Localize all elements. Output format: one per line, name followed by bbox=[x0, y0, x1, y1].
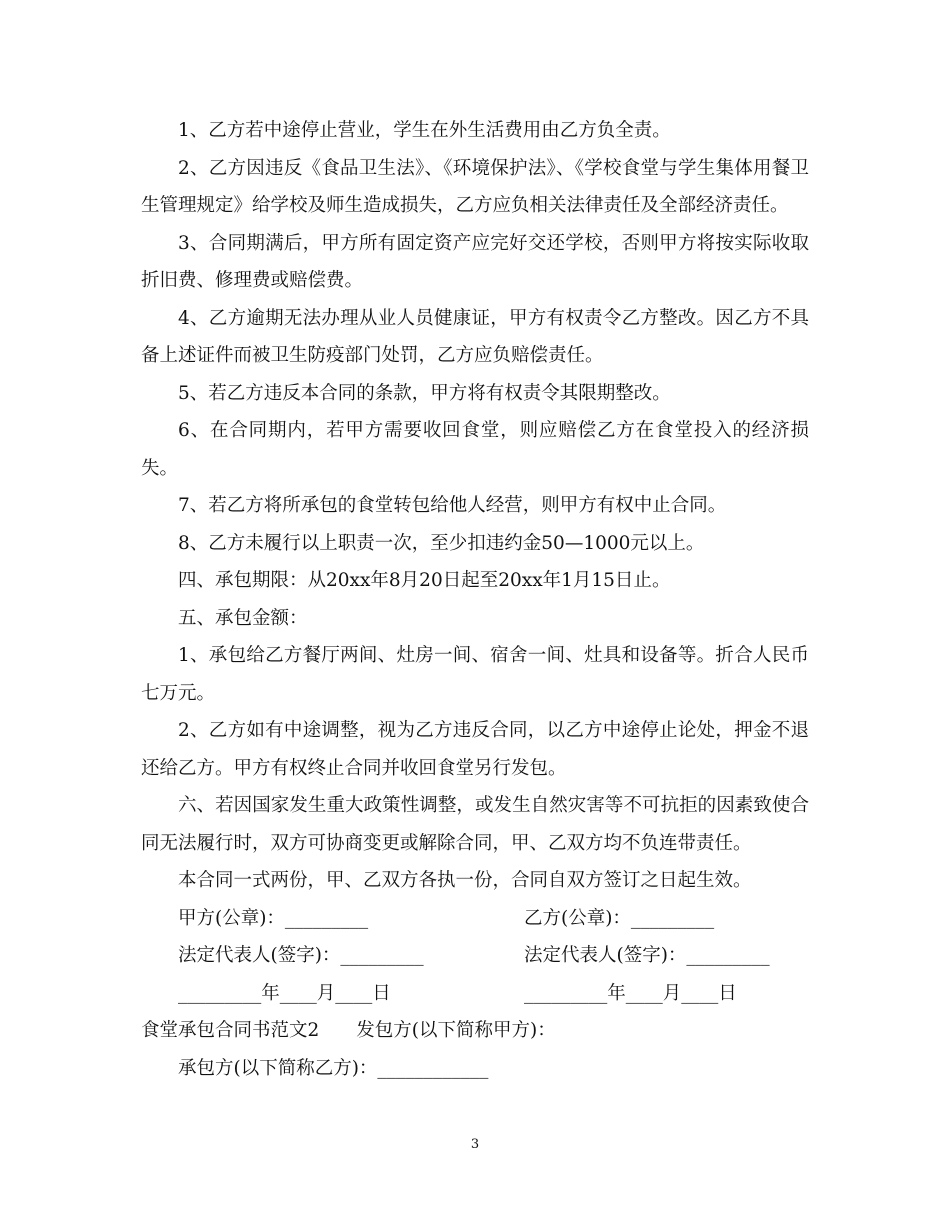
effectiveness-clause: 本合同一式两份，甲、乙双方各执一份，合同自双方签订之日起生效。 bbox=[178, 870, 752, 891]
contractor-line: 承包方(以下简称乙方)：____________ bbox=[178, 1057, 489, 1079]
party-b-date: _________年____月____日 bbox=[524, 982, 737, 1004]
page-number: 3 bbox=[470, 1137, 480, 1152]
contract-term: 四、承包期限：从20xx年8月20日起至20xx年1月15日止。 bbox=[178, 570, 671, 591]
representative-row bbox=[141, 937, 809, 975]
amount-clause-2: 2、乙方如有中途调整，视为乙方违反合同，以乙方中途停止论处，押金不退还给乙方。甲方有权终止合同并收回食堂另行发包。 bbox=[141, 720, 809, 779]
clause-1: 1、乙方若中途停止营业，学生在外生活费用由乙方负全责。 bbox=[178, 120, 671, 141]
amount-clause-1: 1、承包给乙方餐厅两间、灶房一间、宿舍一间、灶具和设备等。折合人民币七万元。 bbox=[141, 645, 809, 704]
date-row bbox=[141, 975, 809, 1013]
party-b-seal: 乙方(公章)：_________ bbox=[524, 907, 715, 929]
body-text bbox=[141, 112, 809, 1087]
clause-8: 8、乙方未履行以上职责一次，至少扣违约金50—1000元以上。 bbox=[178, 532, 705, 554]
clause-7: 7、若乙方将所承包的食堂转包给他人经营，则甲方有权中止合同。 bbox=[178, 495, 727, 516]
clause-5: 5、若乙方违反本合同的条款，甲方将有权责令其限期整改。 bbox=[178, 382, 671, 404]
clause-4: 4、乙方逾期无法办理从业人员健康证，甲方有权责令乙方整改。因乙方不具备上述证件而被卫生防疫部门处罚，乙方应负赔偿责任。 bbox=[141, 307, 809, 366]
next-document-heading: 食堂承包合同书范文2 发包方(以下简称甲方)： bbox=[141, 1020, 556, 1041]
seal-row bbox=[141, 900, 809, 938]
party-a-representative: 法定代表人(签字)：_________ bbox=[178, 945, 424, 966]
party-a-date: _________年____月____日 bbox=[178, 982, 391, 1004]
force-majeure-clause: 六、若因国家发生重大政策性调整，或发生自然灾害等不可抗拒的因素致使合同无法履行时，双方可协商变更或解除合同，甲、乙双方均不负连带责任。 bbox=[141, 795, 809, 854]
contract-amount-heading: 五、承包金额： bbox=[178, 607, 308, 629]
party-b-representative: 法定代表人(签字)：_________ bbox=[524, 945, 770, 966]
clause-6: 6、在合同期内，若甲方需要收回食堂，则应赔偿乙方在食堂投入的经济损失。 bbox=[141, 420, 809, 479]
clause-3: 3、合同期满后，甲方所有固定资产应完好交还学校，否则甲方将按实际收取折旧费、修理费或赔偿费。 bbox=[141, 232, 809, 291]
party-a-seal: 甲方(公章)：_________ bbox=[178, 907, 369, 929]
clause-2: 2、乙方因违反《食品卫生法》、《环境保护法》、《学校食堂与学生集体用餐卫生管理规定》给学校及师生造成损失，乙方应负相关法律责任及全部经济责任。 bbox=[141, 157, 809, 216]
